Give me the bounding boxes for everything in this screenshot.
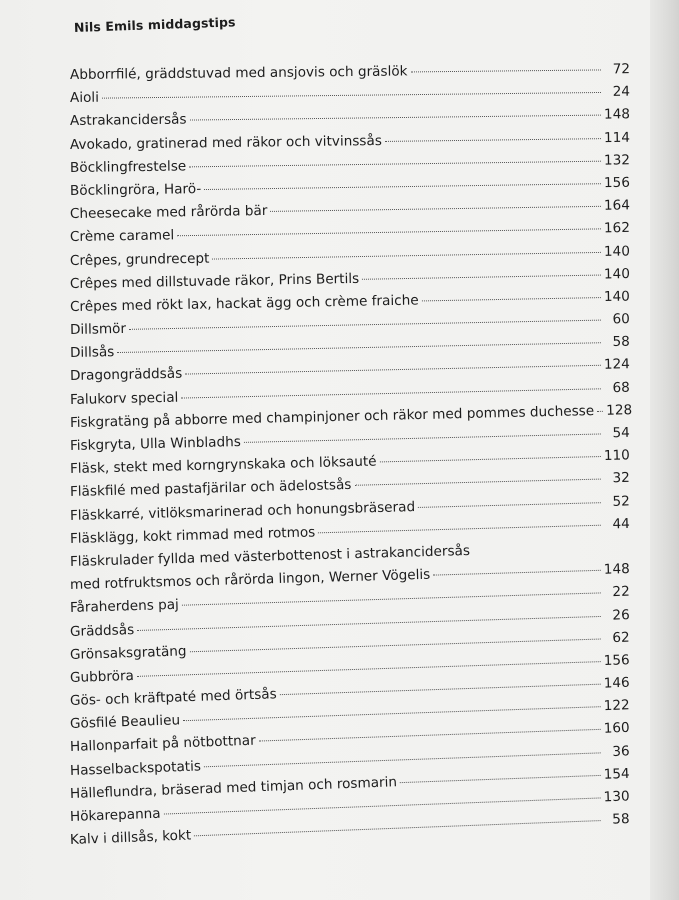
entry-name: Crêpes, grundrecept — [69, 250, 210, 269]
entry-name: Fläskkarré, vitlöksmarinerad och honungsbräserad — [69, 498, 416, 524]
dot-leader — [194, 820, 601, 836]
entry-page-number: 148 — [603, 106, 631, 123]
dot-leader — [318, 524, 601, 533]
dot-leader — [259, 729, 601, 742]
dot-leader — [117, 343, 601, 354]
dot-leader — [102, 92, 601, 99]
entry-name: Gubbröra — [69, 667, 135, 686]
recipe-index — [69, 61, 633, 852]
entry-page-number: 54 — [612, 424, 631, 442]
entry-page-number: 146 — [603, 674, 630, 692]
dot-leader — [422, 297, 601, 301]
dot-leader — [362, 274, 601, 279]
entry-page-number: 162 — [603, 220, 631, 237]
dot-leader — [204, 752, 601, 767]
running-header: Nils Emils middagstips — [73, 14, 236, 35]
entry-name: Hökarepanna — [69, 805, 161, 825]
entry-name: Fläskfilé med pastafjärilar och ädelostsås — [69, 477, 352, 501]
dot-leader — [473, 547, 601, 552]
entry-page-number: 22 — [612, 583, 630, 601]
entry-page-number: 124 — [603, 356, 631, 374]
entry-name: Gös- och kräftpaté med örtsås — [69, 686, 277, 710]
entry-page-number: 164 — [603, 197, 631, 214]
dot-leader — [181, 388, 601, 398]
entry-name: Fiskgratäng på abborre med champinjoner och räkor med pommes duchesse — [69, 402, 595, 431]
dot-leader — [418, 502, 601, 508]
entry-page-number: 154 — [603, 765, 630, 783]
dot-leader — [190, 638, 601, 652]
entry-page-number: 160 — [603, 720, 630, 738]
dot-leader — [433, 570, 601, 576]
entry-page-number: 68 — [612, 379, 631, 396]
entry-name: Dillsås — [69, 344, 115, 362]
entry-name: Hälleflundra, bräserad med timjan och rosmarin — [69, 774, 398, 802]
entry-page-number: 128 — [606, 401, 633, 419]
entry-name: Cheesecake med rårörda bär — [69, 203, 268, 223]
entry-page-number: 72 — [612, 61, 631, 78]
entry-name: Astrakancidersås — [69, 111, 187, 130]
dot-leader — [212, 251, 601, 259]
dot-leader — [380, 456, 601, 462]
dot-leader — [190, 115, 601, 121]
dot-leader — [182, 593, 601, 606]
page-edge-shadow — [650, 0, 679, 900]
dot-leader — [137, 615, 601, 630]
dot-leader — [411, 69, 601, 72]
dot-leader — [185, 365, 601, 375]
dot-leader — [244, 433, 601, 442]
entry-page-number: 36 — [612, 742, 630, 760]
entry-name: Hallonparfait på nötbottnar — [69, 733, 256, 756]
entry-name: Fläsk, stekt med korngrynskaka och löksauté — [69, 453, 377, 478]
entry-page-number: 130 — [603, 788, 630, 806]
entry-name: Gräddsås — [69, 621, 135, 640]
entry-page-number: 26 — [612, 606, 630, 624]
entry-page-number: 156 — [603, 174, 631, 192]
entry-page-number: 140 — [603, 288, 631, 305]
entry-page-number: 44 — [612, 515, 630, 533]
entry-name: Böcklingröra, Harö- — [69, 181, 202, 199]
entry-page-number: 60 — [612, 311, 631, 328]
entry-name: Fiskgryta, Ulla Winbladhs — [69, 433, 242, 454]
entry-name: Crêpes med dillstuvade räkor, Prins Bertils — [69, 270, 360, 292]
dot-leader — [177, 229, 601, 237]
entry-name: Dillsmör — [69, 320, 127, 339]
entry-name: Crêpes med rökt lax, hackat ägg och crème fraiche — [69, 292, 419, 315]
entry-name: Kalv i dillsås, kokt — [69, 827, 192, 849]
entry-page-number: 110 — [603, 447, 631, 465]
entry-name: Grönsaksgratäng — [69, 643, 187, 663]
dot-leader — [597, 411, 603, 412]
entry-name: med rotfruktsmos och rårörda lingon, Werner Vögelis — [69, 566, 431, 594]
entry-page-number: 140 — [603, 265, 631, 283]
entry-page-number: 132 — [603, 152, 631, 169]
entry-page-number: 156 — [603, 652, 630, 669]
dot-leader — [270, 206, 601, 212]
entry-page-number: 32 — [612, 470, 631, 487]
entry-page-number: 122 — [603, 697, 630, 715]
entry-name: Fåraherdens paj — [69, 597, 180, 617]
entry-name: Crème caramel — [69, 227, 175, 246]
dot-leader — [189, 160, 601, 167]
entry-page-number: 52 — [612, 493, 631, 510]
dot-leader — [129, 320, 601, 330]
entry-name: Hasselbackspotatis — [69, 758, 202, 779]
dot-leader — [354, 479, 600, 486]
entry-name: Falukorv special — [69, 389, 179, 408]
entry-name: Fläskrulader fyllda med västerbottenost i astrakancidersås — [69, 542, 471, 570]
entry-name: Böcklingfrestelse — [69, 158, 187, 176]
dot-leader — [280, 684, 601, 695]
entry-page-number: 24 — [612, 83, 631, 101]
entry-page-number: 58 — [612, 333, 631, 351]
entry-name: Gösfilé Beaulieu — [69, 712, 181, 733]
entry-name: Aioli — [69, 89, 100, 107]
entry-page-number: 58 — [611, 811, 630, 828]
dot-leader — [204, 183, 601, 190]
entry-name: Avokado, gratinerad med räkor och vitvinssås — [69, 132, 382, 153]
dot-leader — [400, 775, 601, 783]
entry-page-number: 62 — [612, 629, 630, 646]
entry-page-number: 140 — [603, 242, 631, 260]
entry-name: Dragongräddsås — [69, 366, 183, 385]
dot-leader — [385, 138, 601, 142]
entry-page-number: 148 — [603, 561, 630, 578]
entry-name: Abborrfilé, gräddstuvad med ansjovis och gräslök — [69, 63, 408, 83]
entry-page-number: 114 — [603, 129, 631, 146]
entry-page-number — [604, 550, 630, 551]
entry-name: Fläsklägg, kokt rimmad med rotmos — [69, 524, 316, 547]
